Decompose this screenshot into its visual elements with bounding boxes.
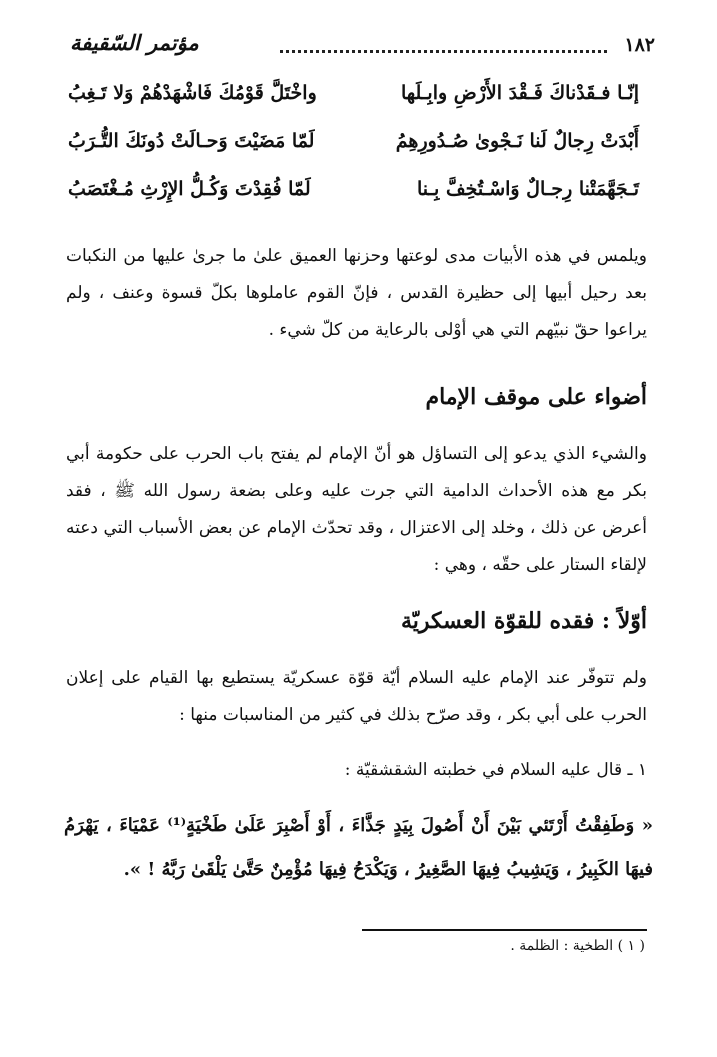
verse-first-hemistich: إنّـا فـقَدْناكَ فَـقْدَ الأَرْضِ وابِـلَها: [401, 82, 639, 104]
verse-second-hemistich: واخْتَلَّ قَوْمُكَ فَاشْهَدْهُمْ وَلا تَـغِبُ: [68, 82, 317, 104]
paragraph-lament: ويلمس في هذه الأبيات مدى لوعتها وحزنها العميق علىٰ ما جرىٰ عليها من النكبات بعد رحيل أبيها إلى حظيرة القدس ، فإنّ القوم عاملوها بكلّ قسوة وعنف ، ولم يراعوا حقّ نبيّهم التي هي أوْلى بالرعاية من كلّ شيء .: [66, 246, 647, 340]
paragraph-military: ولم تتوفّر عند الإمام عليه السلام أيّة قوّة عسكريّة يستطيع بها القيام على إعلان الحرب على أبي بكر ، وقد صرّح بذلك في كثير من المناسبات منها :: [66, 668, 647, 725]
footnote: ( ١ ) الطخية : الظلمة .: [510, 938, 645, 954]
verse-first-hemistich: أَبْدَتْ رِجالٌ لَنا نَـجْوىٰ صُـدُورِهِمُ: [395, 130, 639, 152]
header-dotted-leader: [280, 50, 607, 53]
page-header: [70, 28, 655, 68]
verse-first-hemistich: تَـجَهَّمَتْنا رِجـالٌ وَاسْـتُخِفَّ بِـنا: [416, 178, 639, 200]
verse-second-hemistich: لَمّا فُقِدْتَ وَكُـلُّ الإِرْثِ مُـغْتَصَبُ: [68, 178, 311, 200]
list-item-1: ١ ـ قال عليه السلام في خطبته الشقشقيّة :: [344, 760, 647, 780]
shaqshaqiyya-quote: « وَطَفِقْتُ أَرْتَئي بَيْنَ أَنْ أَصُولَ بِيَدٍ جَذَّاءَ ، أَوْ أَصْبِرَ عَلَىٰ طَخْيَةٍ⁽¹⁾ عَمْيَاءَ ، يَهْرَمُ فيهَا الكَبِيرُ ، وَيَشِيبُ فِيهَا الصَّغِيرُ ، وَيَكْدَحُ فِيهَا مُؤْمِنٌ حَتَّىٰ يَلْقَىٰ رَبَّهُ ! ».: [64, 815, 653, 880]
poem: [68, 82, 639, 226]
page-number: ١٨٢: [624, 34, 655, 56]
verse-second-hemistich: لَمّا مَضَيْتَ وَحـالَتْ دُونَكَ التُّـرَبُ: [68, 130, 315, 152]
poem-verse: [68, 82, 639, 130]
footnote-divider: [362, 929, 647, 931]
poem-verse: [68, 130, 639, 178]
book-title: مؤتمر السّقيفة: [70, 30, 199, 55]
paragraph-question: والشيء الذي يدعو إلى التساؤل هو أنّ الإمام لم يفتح باب الحرب على حكومة أبي بكر مع هذه الأحداث الدامية التي جرت عليه وعلى بضعة رسول الله ﷺ ، فقد أعرض عن ذلك ، وخلد إلى الاعتزال ، وقد تحدّث الإمام عن بعض الأسباب التي دعته لإلقاء الستار على حقّه ، وهي :: [66, 444, 647, 575]
section-heading: أضواء على موقف الإمام: [425, 384, 647, 410]
subsection-heading: أوّلاً : فقده للقوّة العسكريّة: [400, 608, 647, 634]
poem-verse: [68, 178, 639, 226]
